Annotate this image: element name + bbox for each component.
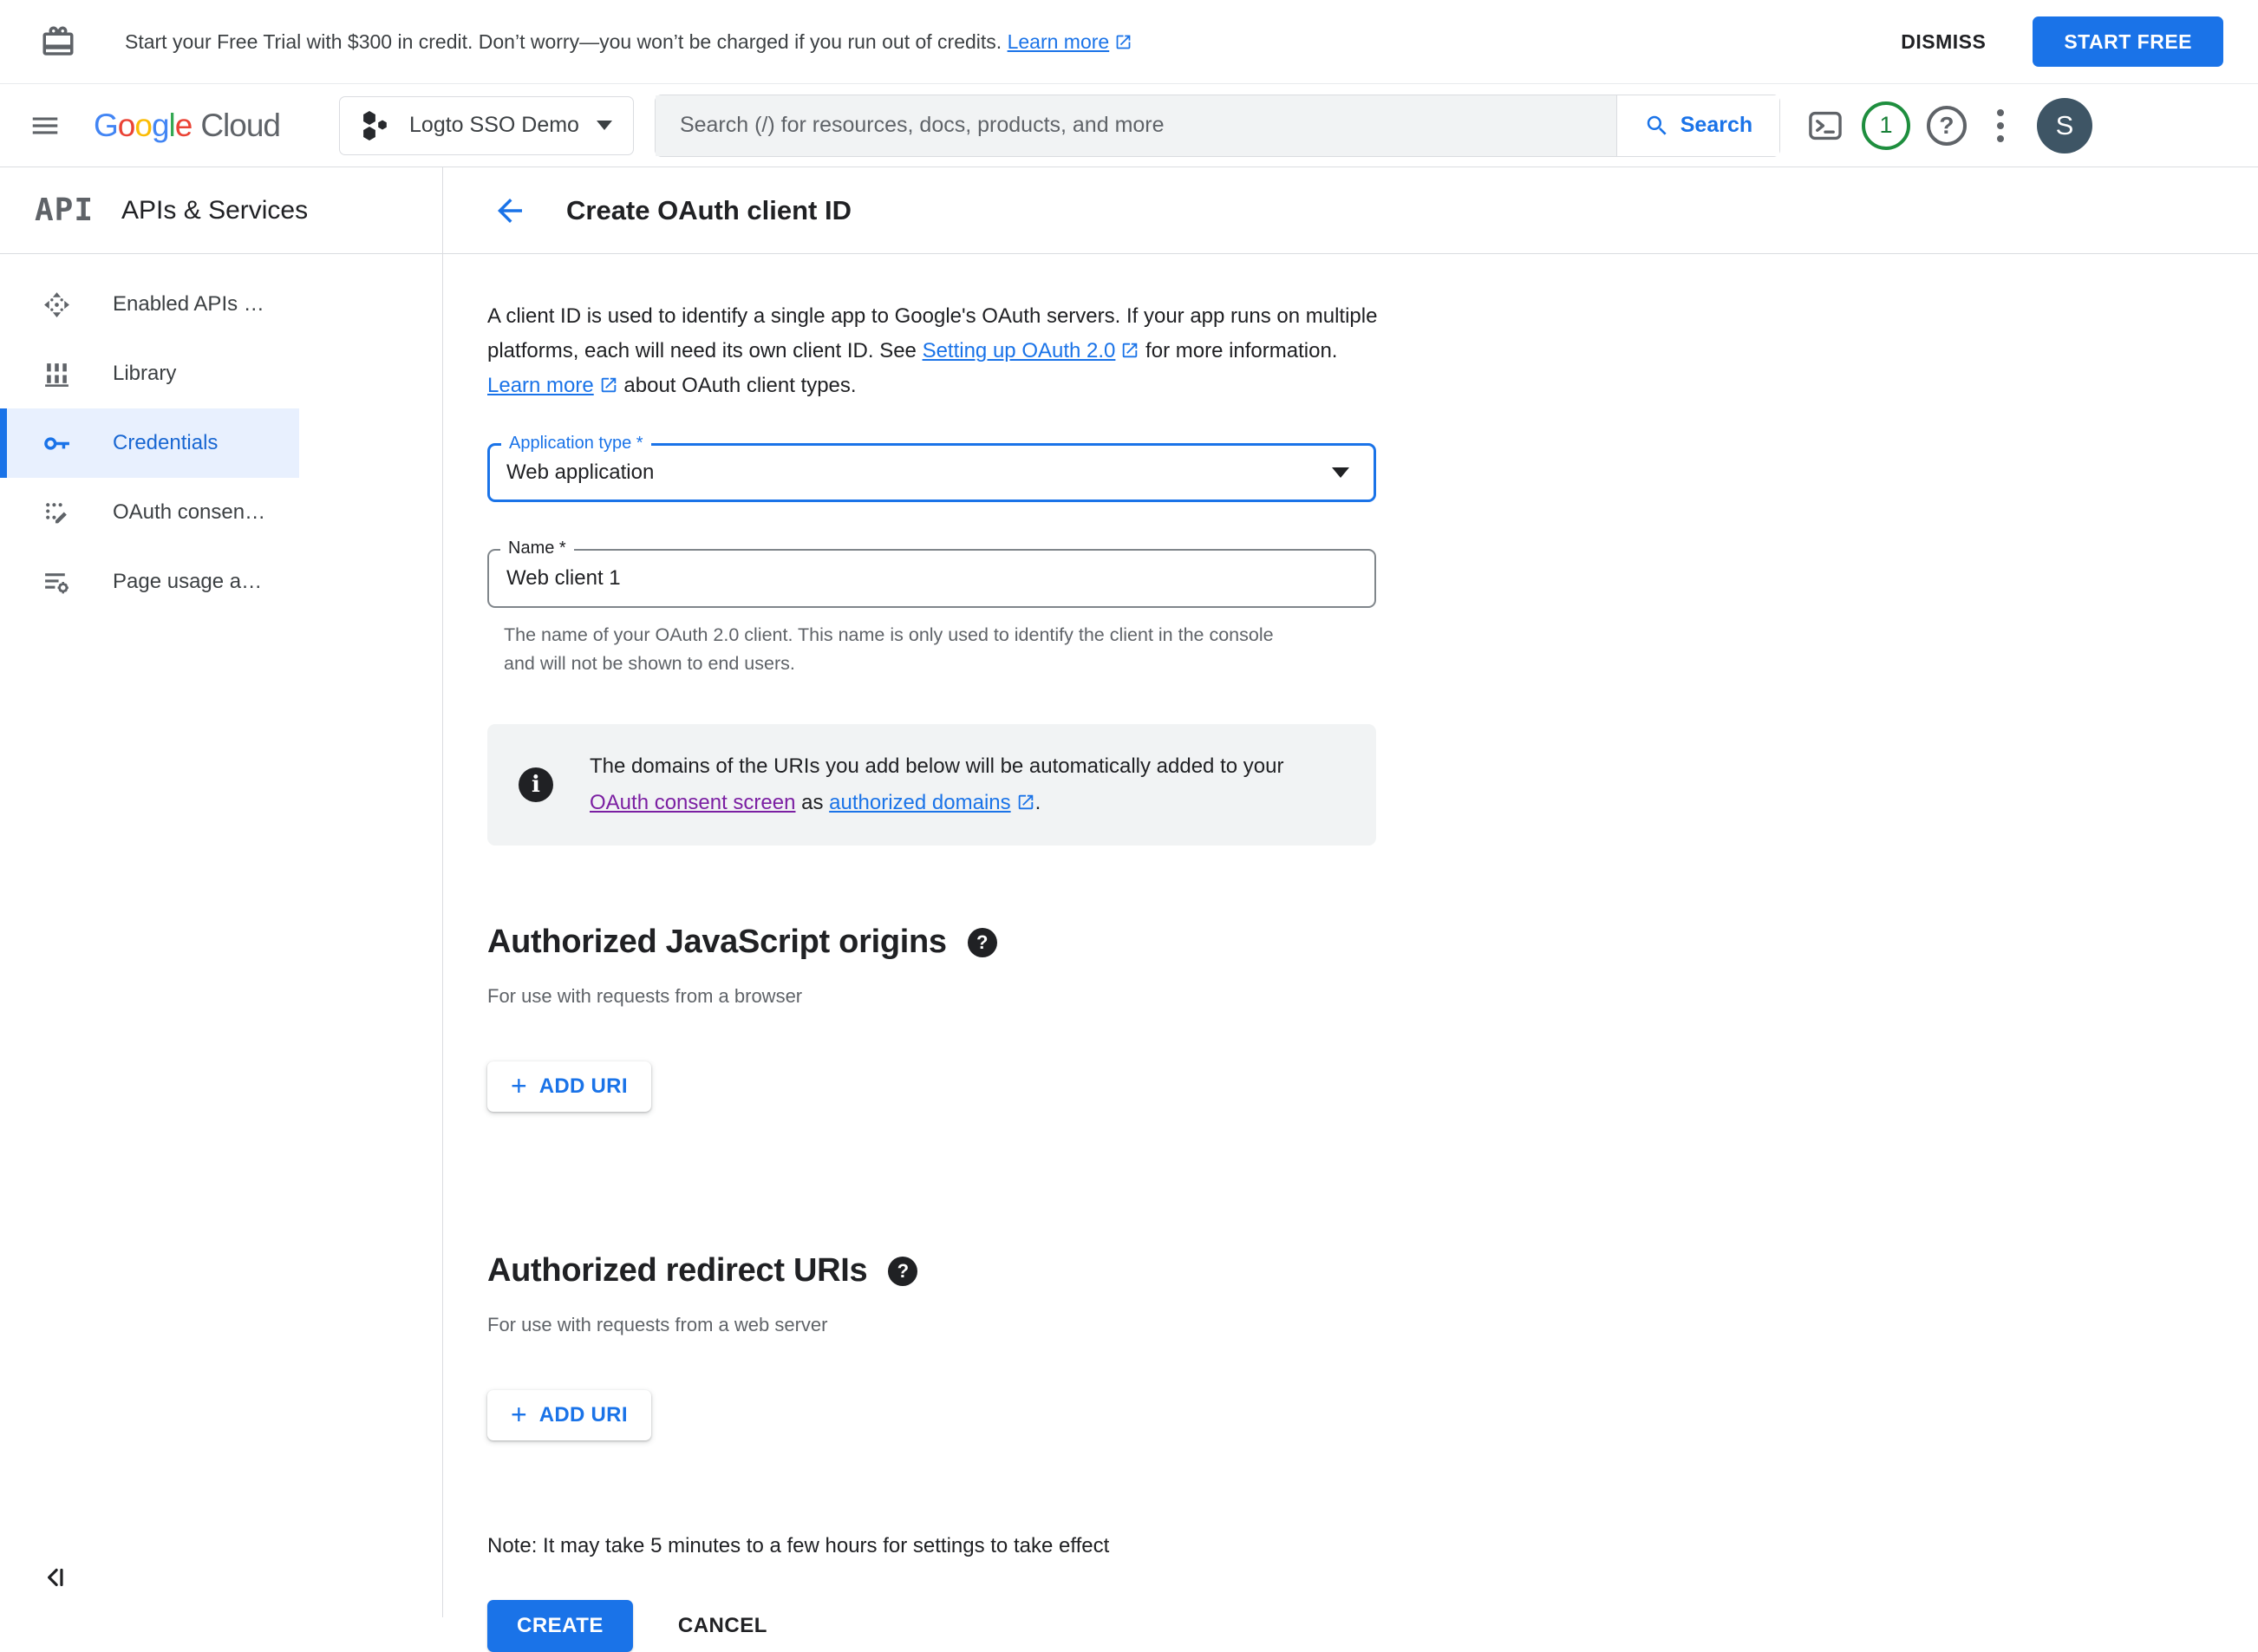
cancel-button[interactable]: CANCEL xyxy=(677,1614,767,1637)
application-type-label: Application type * xyxy=(501,434,651,454)
hamburger-menu-button[interactable] xyxy=(19,100,71,152)
sidebar-item-label: OAuth consen… xyxy=(113,500,266,524)
redirect-uris-section-heading xyxy=(487,1252,2258,1290)
project-name: Logto SSO Demo xyxy=(409,113,579,137)
notifications-badge[interactable]: 1 xyxy=(1862,101,1910,150)
main-content xyxy=(443,254,2258,1637)
terminal-icon xyxy=(1807,108,1844,144)
help-icon[interactable]: ? xyxy=(888,1257,917,1286)
info-box-text: The domains of the URIs you add below will be automatically added to your OAuth consent screen as authorized domains . xyxy=(590,754,1284,814)
start-free-button[interactable]: START FREE xyxy=(2033,16,2223,67)
external-link-icon xyxy=(1120,341,1139,360)
sidebar-nav xyxy=(0,254,443,1617)
enabled-apis-icon xyxy=(42,291,71,319)
sidebar-item-enabled-apis[interactable] xyxy=(0,270,299,339)
trial-banner-text: Start your Free Trial with $300 in credit. Don’t worry—you won’t be charged if you run out of credits. Learn more xyxy=(125,30,1132,54)
back-arrow-icon xyxy=(492,193,528,229)
external-link-icon xyxy=(599,375,618,395)
learn-more-link[interactable]: Learn more xyxy=(487,374,618,397)
intro-paragraph: A client ID is used to identify a single app to Google's OAuth servers. If your app runs on multiple platforms, each will need its own client ID. See Setting up OAuth 2.0 for more information. Learn more about OAuth client types. xyxy=(487,304,1378,397)
application-type-select[interactable] xyxy=(487,434,1376,502)
name-input[interactable] xyxy=(489,551,1374,606)
project-hexagons-icon xyxy=(361,110,392,141)
key-icon xyxy=(42,429,71,458)
redirect-uris-heading: Authorized redirect URIs xyxy=(487,1252,868,1289)
sidebar-title: APIs & Services xyxy=(121,195,309,225)
js-origins-section-heading xyxy=(487,924,2258,961)
help-icon[interactable]: ? xyxy=(968,928,997,957)
name-helper-text: The name of your OAuth 2.0 client. This name is only used to identify the client in the console and will not be shown to end users. xyxy=(504,624,1274,674)
project-selector[interactable] xyxy=(339,96,634,155)
add-uri-button-redirects[interactable]: + ADD URI xyxy=(487,1390,651,1440)
library-icon xyxy=(42,360,71,389)
settings-note: Note: It may take 5 minutes to a few hours for settings to take effect xyxy=(487,1534,1110,1557)
dropdown-caret-icon xyxy=(1332,467,1349,478)
collapse-sidebar-button[interactable] xyxy=(40,1563,69,1595)
js-origins-subtitle: For use with requests from a browser xyxy=(487,985,803,1007)
redirect-uris-subtitle: For use with requests from a web server xyxy=(487,1314,828,1335)
info-icon: i xyxy=(519,767,553,802)
authorized-domains-link[interactable]: authorized domains xyxy=(829,791,1034,814)
js-origins-heading: Authorized JavaScript origins xyxy=(487,924,947,960)
logo-google-text: Google xyxy=(94,107,193,143)
sidebar-item-page-usage[interactable] xyxy=(0,547,299,617)
sidebar-item-credentials[interactable] xyxy=(0,408,299,478)
page-header-row xyxy=(0,167,2258,254)
navbar-actions xyxy=(1799,98,2092,153)
global-search xyxy=(655,95,1780,157)
sidebar-item-label: Credentials xyxy=(113,431,219,454)
search-input[interactable] xyxy=(656,95,1616,156)
search-button-label: Search xyxy=(1680,113,1753,137)
sidebar-item-label: Page usage a… xyxy=(113,570,263,593)
external-link-icon xyxy=(1114,33,1132,51)
sidebar-header xyxy=(0,167,443,253)
help-button[interactable] xyxy=(1921,100,1973,152)
sidebar-item-label: Library xyxy=(113,362,177,385)
google-cloud-logo[interactable] xyxy=(94,108,280,144)
logo-cloud-text: Cloud xyxy=(200,107,281,143)
application-type-value: Web application xyxy=(506,460,655,484)
name-field xyxy=(487,539,1376,608)
collapse-sidebar-icon xyxy=(40,1563,69,1592)
sidebar-item-oauth-consent[interactable] xyxy=(0,478,299,547)
search-icon xyxy=(1644,113,1670,139)
plus-icon: + xyxy=(511,1069,527,1101)
name-field-label: Name * xyxy=(500,539,574,558)
banner-learn-more-link[interactable]: Learn more xyxy=(1008,30,1133,53)
dismiss-button[interactable]: DISMISS xyxy=(1892,18,1994,66)
page-title: Create OAuth client ID xyxy=(566,194,852,225)
gift-icon xyxy=(40,23,76,60)
free-trial-banner xyxy=(0,0,2258,84)
add-uri-button-origins[interactable]: + ADD URI xyxy=(487,1061,651,1112)
avatar[interactable]: S xyxy=(2037,98,2092,153)
oauth-consent-icon xyxy=(42,499,71,527)
sidebar-item-label: Enabled APIs … xyxy=(113,292,264,316)
external-link-icon xyxy=(1016,793,1035,812)
plus-icon: + xyxy=(511,1398,527,1430)
menu-icon xyxy=(29,109,62,142)
api-product-icon: API xyxy=(35,193,95,228)
oauth-consent-screen-link[interactable]: OAuth consent screen xyxy=(590,791,796,814)
more-options-button[interactable] xyxy=(1983,101,2018,151)
top-navbar xyxy=(0,84,2258,167)
sidebar-item-library[interactable] xyxy=(0,339,299,408)
help-icon: ? xyxy=(1927,106,1967,146)
cloud-shell-button[interactable] xyxy=(1799,100,1851,152)
domains-info-box xyxy=(487,724,1376,846)
setting-up-oauth-link[interactable]: Setting up OAuth 2.0 xyxy=(923,339,1140,362)
chevron-down-icon xyxy=(597,121,612,130)
back-button[interactable] xyxy=(492,193,528,229)
create-button[interactable]: CREATE xyxy=(487,1600,633,1652)
search-button[interactable] xyxy=(1616,95,1779,156)
page-usage-icon xyxy=(42,568,71,597)
